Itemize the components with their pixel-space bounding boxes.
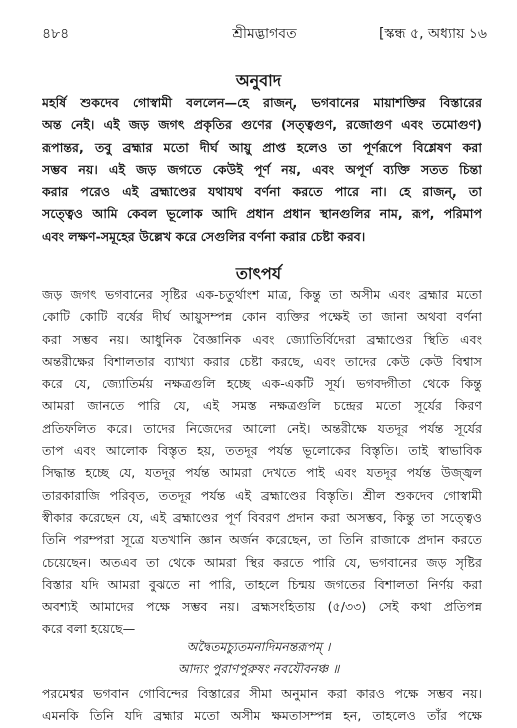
book-title: শ্রীমদ্ভাগবত <box>232 26 297 42</box>
purport-line: কোটি কোটি বর্ষের দীর্ঘ আয়ুসম্পন্ন কোন ব্যক্তির পক্ষেই তা জানা অথবা বর্ণনা <box>42 309 482 325</box>
closing-line: পরমেশ্বর ভগবান গোবিন্দের বিস্তারের সীমা অনুমান করা কারও পক্ষে সম্ভব নয়। <box>42 686 482 701</box>
translation-line: সম্ভব নয়। এই জড় জগতে কেউই পূর্ণ নয়, এবং অপূর্ণ ব্যক্তি সতত চিন্তা <box>42 161 482 177</box>
verse-line: অদ্বৈতমচ্যুতমনাদিমনন্তরূপম্‌ । <box>186 639 331 654</box>
running-header <box>42 22 487 42</box>
translation-line: করার পরেও এই ব্রহ্মাণ্ডের যথাযথ বর্ণনা করতে পারে না। হে রাজন্‌, তা <box>42 184 482 200</box>
purport-line: তাপ এবং আলোক বিস্তৃত হয়, ততদূর পর্যন্ত ভূলোকের বিস্তৃতি। তাই স্বাভাবিক <box>42 443 482 459</box>
purport-line: তিনি পরম্পরা সূত্রে যতখানি জ্ঞান অর্জন করেছেন, তা তিনি রাজাকে প্রদান করতে <box>42 532 482 548</box>
verse-line: আদ্যং পুরাণপুরুষং নবযৌবনঞ্চ ॥ <box>177 661 340 676</box>
chapter-reference: [স্কন্ধ ৫, অধ্যায় ১৬ <box>378 26 487 42</box>
purport-line: চেয়েছেন। অতএব তা থেকে আমরা স্থির করতে পারি যে, ভগবানের জড় সৃষ্টির <box>42 554 482 570</box>
purport-line: করে বলা হয়েছে— <box>42 621 136 637</box>
purport-line: সিদ্ধান্ত হচ্ছে যে, যতদূর পর্যন্ত আমরা দেখতে পাই এবং যতদূর পর্যন্ত উজ্জ্বল <box>42 465 482 481</box>
purport-line: বিস্তার যদি আমরা বুঝতে না পারি, তাহলে চিন্ময় জগতের বিশালতা নির্ণয় করা <box>42 576 482 592</box>
closing-line: এমনকি তিনি যদি ব্রহ্মার মতো অসীম ক্ষমতাসম্পন্ন হন, তাহলেও তাঁর পক্ষে <box>42 708 482 724</box>
translation-heading: অনুবাদ <box>235 71 282 90</box>
purport-line: আমরা জানতে পারি যে, এই সমস্ত নক্ষত্রগুলি চন্দ্রের মতো সূর্যের কিরণ <box>42 398 482 414</box>
purport-paragraph <box>42 284 482 641</box>
purport-line: করে যে, জ্যোতির্ময় নক্ষত্রগুলি হচ্ছে এক-একটি সূর্য। ভগবদ্গীতা থেকে কিন্তু <box>42 376 482 392</box>
sanskrit-verse <box>0 636 517 680</box>
translation-line: এবং লক্ষণ-সমূহের উল্লেখ করে সেগুলির বর্ণনা করার চেষ্টা করব। <box>42 228 366 244</box>
translation-paragraph <box>42 92 482 248</box>
translation-line: মহর্ষি শুকদেব গোস্বামী বললেন—হে রাজন্‌, ভগবানের মায়াশক্তির বিস্তারের <box>42 95 482 110</box>
purport-line: অন্তরীক্ষের বিশালতার ব্যাখ্যা করার চেষ্টা করছে, এবং তাদের কেউ কেউ বিশ্বাস <box>42 353 482 369</box>
purport-line: তারকারাজি পরিবৃত, ততদূর পর্যন্ত এই ব্রহ্মাণ্ডের বিস্তৃতি। শ্রীল শুকদেব গোস্বামী <box>42 487 482 503</box>
closing-paragraph <box>42 683 482 728</box>
translation-line: রূপান্তর, তবু ব্রহ্মার মতো দীর্ঘ আয়ু প্রাপ্ত হলেও তা পূর্ণরূপে বিশ্লেষণ করা <box>42 139 482 155</box>
purport-heading: তাৎপর্য <box>235 264 282 283</box>
translation-line: সত্ত্বেও আমি কেবল ভূলোক আদি প্রধান প্রধান স্থানগুলির নাম, রূপ, পরিমাপ <box>42 206 482 222</box>
purport-line: করা সম্ভব নয়। আধুনিক বৈজ্ঞানিক এবং জ্যোতির্বিদেরা ব্রহ্মাণ্ডের স্থিতি এবং <box>42 331 482 347</box>
purport-line: প্রতিফলিত করে। তাদের নিজেদের আলো নেই। অন্তরীক্ষে যতদূর পর্যন্ত সূর্যের <box>42 420 482 436</box>
purport-line: জড় জগৎ ভগবানের সৃষ্টির এক-চতুর্থাংশ মাত্র, কিন্তু তা অসীম এবং ব্রহ্মার মতো <box>42 287 482 302</box>
translation-line: অন্ত নেই। এই জড় জগৎ প্রকৃতির গুণের (সত্ত্বগুণ, রজোগুণ এবং তমোগুণ) <box>42 117 482 133</box>
page-number: ৪৮৪ <box>42 26 70 42</box>
purport-line: অবশ্যই আমাদের পক্ষে সম্ভব নয়। ব্রহ্মসংহিতায় (৫/৩৩) সেই কথা প্রতিপন্ন <box>42 599 482 615</box>
purport-line: স্বীকার করেছেন যে, এই ব্রহ্মাণ্ডের পূর্ণ বিবরণ প্রদান করা অসম্ভব, কিন্তু তা সত্ত্বেও <box>42 509 482 525</box>
